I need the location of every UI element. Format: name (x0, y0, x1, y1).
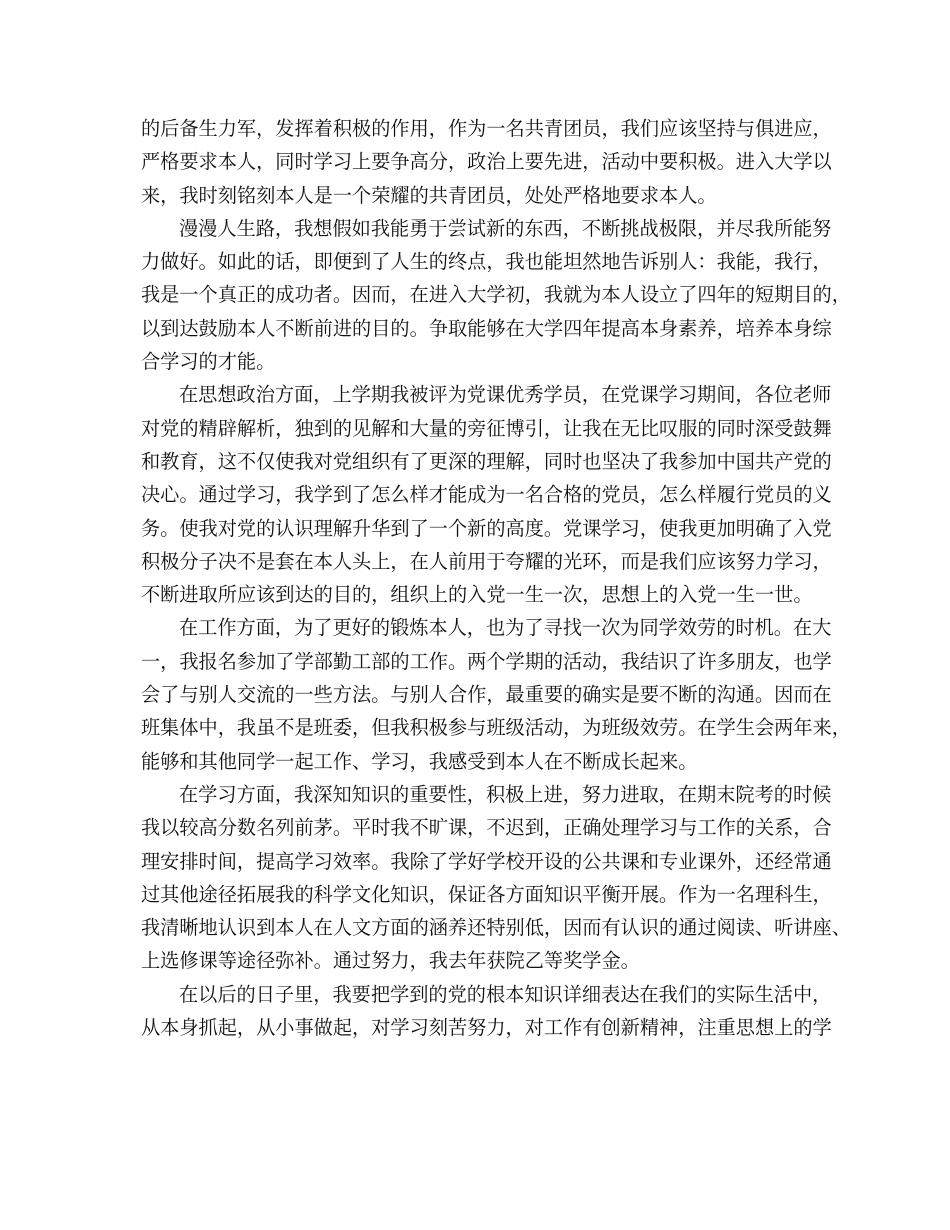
paragraph-p6 (141, 978, 832, 1045)
text-line: 合学习的才能。 (141, 350, 276, 374)
text-line: 严格要求本人，同时学习上要争高分，政治上要先进，活动中要积极。进入大学以 (141, 150, 832, 174)
paragraph-p5 (141, 778, 851, 978)
text-line: 班集体中，我虽不是班委，但我积极参与班级活动，为班级效劳。在学生会两年来， (141, 716, 851, 740)
text-line: 会了与别人交流的一些方法。与别人合作，最重要的确实是要不断的沟通。因而在 (141, 683, 832, 707)
text-line: 来，我时刻铭刻本人是一个荣耀的共青团员，处处严格地要求本人。 (141, 183, 717, 207)
text-line: 决心。通过学习，我学到了怎么样才能成为一名合格的党员，怎么样履行党员的义 (141, 483, 832, 507)
text-line: 积极分子决不是套在本人头上，在人前用于夸耀的光环，而是我们应该努力学习， (141, 549, 832, 573)
document-body (141, 112, 851, 1044)
text-line: 对党的精辟解析，独到的见解和大量的旁征博引，让我在无比叹服的同时深受鼓舞 (141, 416, 832, 440)
text-line: 不断进取所应该到达的目的，组织上的入党一生一次，思想上的入党一生一世。 (141, 583, 813, 607)
text-line: 从本身抓起，从小事做起，对学习刻苦努力，对工作有创新精神，注重思想上的学 (141, 1016, 832, 1040)
text-line: 在思想政治方面，上学期我被评为党课优秀学员，在党课学习期间，各位老师 (179, 383, 832, 407)
text-line: 我清晰地认识到本人在人文方面的涵养还特别低，因而有认识的通过阅读、听讲座、 (141, 916, 851, 940)
paragraph-p1 (141, 112, 832, 212)
text-line: 力做好。如此的话，即便到了人生的终点，我也能坦然地告诉别人：我能，我行， (141, 250, 832, 274)
text-line: 一，我报名参加了学部勤工部的工作。两个学期的活动，我结识了许多朋友，也学 (141, 649, 832, 673)
text-line: 务。使我对党的认识理解升华到了一个新的高度。党课学习，使我更加明确了入党 (141, 516, 832, 540)
text-line: 能够和其他同学一起工作、学习，我感受到本人在不断成长起来。 (141, 749, 698, 773)
text-line: 以到达鼓励本人不断前进的目的。争取能够在大学四年提高本身素养，培养本身综 (141, 316, 832, 340)
text-line: 的后备生力军，发挥着积极的作用，作为一名共青团员，我们应该坚持与俱进应， (141, 117, 832, 140)
text-line: 我以较高分数名列前茅。平时我不旷课，不迟到，正确处理学习与工作的关系，合 (141, 816, 832, 840)
text-line: 理安排时间，提高学习效率。我除了学好学校开设的公共课和专业课外，还经常通 (141, 849, 832, 873)
text-line: 我是一个真正的成功者。因而，在进入大学初，我就为本人设立了四年的短期目的， (141, 283, 851, 307)
paragraph-p3 (141, 378, 832, 611)
text-line: 漫漫人生路，我想假如我能勇于尝试新的东西，不断挑战极限，并尽我所能努 (179, 216, 832, 240)
paragraph-p2 (141, 212, 851, 378)
text-line: 过其他途径拓展我的科学文化知识，保证各方面知识平衡开展。作为一名理科生， (141, 882, 832, 906)
text-line: 上选修课等途径弥补。通过努力，我去年获院乙等奖学金。 (141, 949, 640, 973)
text-line: 在以后的日子里，我要把学到的党的根本知识详细表达在我们的实际生活中， (179, 982, 832, 1006)
text-line: 和教育，这不仅使我对党组织有了更深的理解，同时也坚决了我参加中国共产党的 (141, 449, 832, 473)
paragraph-p4 (141, 611, 851, 777)
text-line: 在工作方面，为了更好的锻炼本人，也为了寻找一次为同学效劳的时机。在大 (179, 616, 832, 640)
text-line: 在学习方面，我深知知识的重要性，积极上进，努力进取，在期末院考的时候 (179, 782, 832, 806)
